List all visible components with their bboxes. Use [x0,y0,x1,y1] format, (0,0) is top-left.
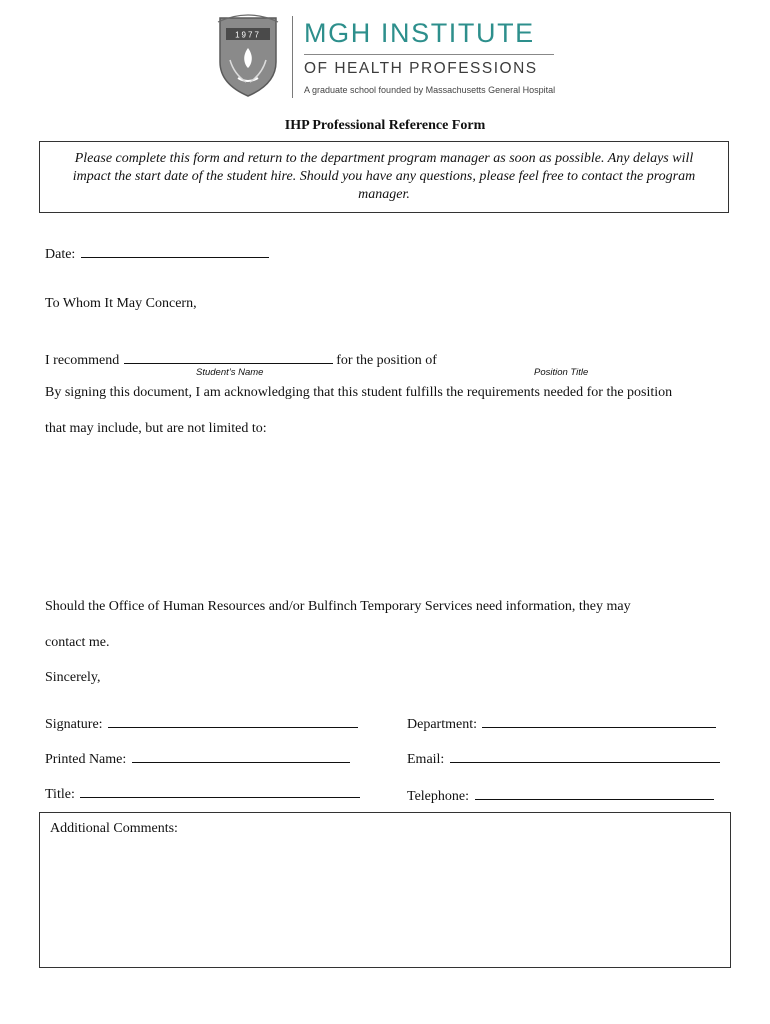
student-name-caption: Student’s Name [196,367,264,378]
title-field[interactable] [80,783,360,798]
signature-label: Signature: [45,717,103,732]
department-row [407,713,716,733]
recommend-mid: for the position of [336,353,437,368]
department-label: Department: [407,717,477,732]
date-label: Date: [45,247,76,262]
signature-field[interactable] [108,713,358,728]
printed-name-label: Printed Name: [45,752,127,767]
acknowledgement-line-2: that may include, but are not limited to: [45,421,267,436]
form-title: IHP Professional Reference Form [284,118,486,133]
printed-name-field[interactable] [132,748,350,763]
institute-seal-logo [216,12,280,98]
title-label: Title: [45,787,75,802]
printed-name-row [45,748,350,768]
telephone-label: Telephone: [407,789,469,804]
recommend-row [45,349,437,369]
title-row [45,783,360,803]
logo-subtitle: OF HEALTH PROFESSIONS [304,60,538,77]
logo-title: MGH INSTITUTE [304,18,535,48]
position-title-caption: Position Title [534,367,589,378]
contact-line-2: contact me. [45,635,110,650]
student-name-field[interactable] [124,349,333,364]
signature-row [45,713,358,733]
email-label: Email: [407,752,445,767]
telephone-row [407,785,714,805]
instructions-box [39,141,729,213]
contact-line-1: Should the Office of Human Resources and/or Bulfinch Temporary Services need information, they may [45,599,631,614]
logo-tagline: A graduate school founded by Massachusetts General Hospital [304,85,556,95]
additional-comments-label: Additional Comments: [50,821,178,836]
logo-rule [304,54,554,55]
instructions-text: Please complete this form and return to the department program manager as soon as possible. Any delays will impact the start date of the student hire. Should you have any questions, please feel free to contact the program manager. [72,151,696,202]
seal-year: 1977 [235,30,261,40]
salutation: To Whom It May Concern, [45,296,197,311]
telephone-field[interactable] [475,785,714,800]
email-row [407,748,720,768]
email-field[interactable] [450,748,720,763]
closing: Sincerely, [45,670,101,685]
date-field[interactable] [81,243,269,258]
date-row [45,243,269,263]
additional-comments-box[interactable] [39,812,731,968]
department-field[interactable] [482,713,716,728]
acknowledgement-line-1: By signing this document, I am acknowledging that this student fulfills the requirements needed for the position [45,385,673,400]
logo-divider [292,16,293,98]
recommend-prefix: I recommend [45,353,120,368]
